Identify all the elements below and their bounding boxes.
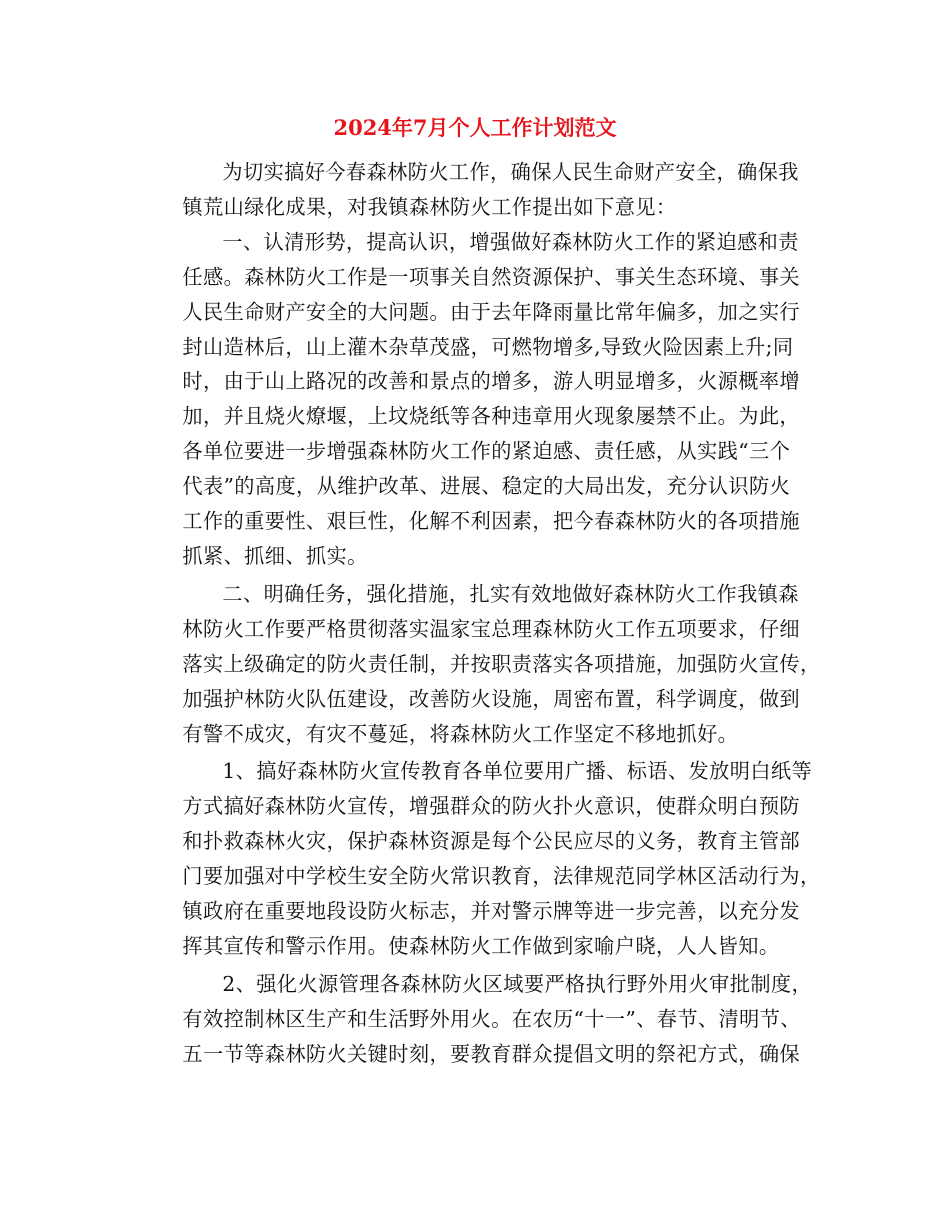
text-line: 挥其宣传和警示作用。使森林防火工作做到家喻户晓，人人皆知。 [182,933,780,958]
document-title: 2024年7月个人工作计划范文 [333,115,617,140]
text-line: 落实上级确定的防火责任制，并按职责落实各项措施，加强防火宣传， [182,651,821,676]
text-line: 工作的重要性、艰巨性，化解不利因素，把今春森林防火的各项措施 [182,509,801,534]
text-line: 一、认清形势，提高认识，增强做好森林防火工作的紧迫感和责 [222,229,799,254]
text-line: 1、搞好森林防火宣传教育各单位要用广播、标语、发放明白纸等 [222,759,813,784]
text-line: 镇荒山绿化成果，对我镇森林防火工作提出如下意见： [182,194,677,219]
paragraph-item-1 [142,754,821,963]
text-line: 为切实搞好今春森林防火工作，确保人民生命财产安全，确保我 [222,160,799,184]
text-line: 人民生命财产安全的大问题。由于去年降雨量比常年偏多，加之实行 [182,299,801,324]
paragraph-section-2 [142,577,821,752]
text-line: 加，并且烧火燎堰，上坟烧纸等各种违章用火现象屡禁不止。为此， [182,404,801,429]
text-line: 门要加强对中学校生安全防火常识教育，法律规范同学林区活动行为， [182,864,821,889]
text-line: 有警不成灾，有灾不蔓延，将森林防火工作坚定不移地抓好。 [182,721,739,746]
paragraph-item-2 [142,967,813,1072]
text-line: 任感。森林防火工作是一项事关自然资源保护、事关生态环境、事关 [182,264,801,289]
text-line: 各单位要进一步增强森林防火工作的紧迫感、责任感，从实践“三个 [182,439,791,464]
text-line: 林防火工作要严格贯彻落实温家宝总理森林防火工作五项要求，仔细 [182,616,801,641]
text-line: 时，由于山上路况的改善和景点的增多，游人明显增多，火源概率增 [182,369,801,394]
text-line: 二、明确任务，强化措施，扎实有效地做好森林防火工作我镇森 [222,581,799,606]
text-line: 代表”的高度，从维护改革、进展、稳定的大局出发，充分认识防火 [182,474,791,499]
text-line: 封山造林后，山上灌木杂草茂盛，可燃物增多,导致火险因素上升;同 [182,334,794,359]
paragraph-intro [142,155,808,225]
text-line: 方式搞好森林防火宣传，增强群众的防火扑火意识，使群众明白预防 [182,794,801,819]
document-body [142,155,821,1072]
text-line: 抓紧、抓细、抓实。 [182,543,368,568]
text-line: 加强护林防火队伍建设，改善防火设施，周密布置，科学调度，做到 [182,686,801,711]
paragraph-section-1 [142,225,808,574]
text-line: 2、强化火源管理各森林防火区域要严格执行野外用火审批制度， [222,971,813,996]
text-line: 有效控制林区生产和生活野外用火。在农历“十一”、春节、清明节、 [182,1006,801,1031]
text-line: 和扑救森林火灾，保护森林资源是每个公民应尽的义务，教育主管部 [182,829,801,854]
text-line: 五一节等森林防火关键时刻，要教育群众提倡文明的祭祀方式，确保 [182,1041,801,1066]
text-line: 镇政府在重要地段设防火标志，并对警示牌等进一步完善，以充分发 [182,899,801,924]
